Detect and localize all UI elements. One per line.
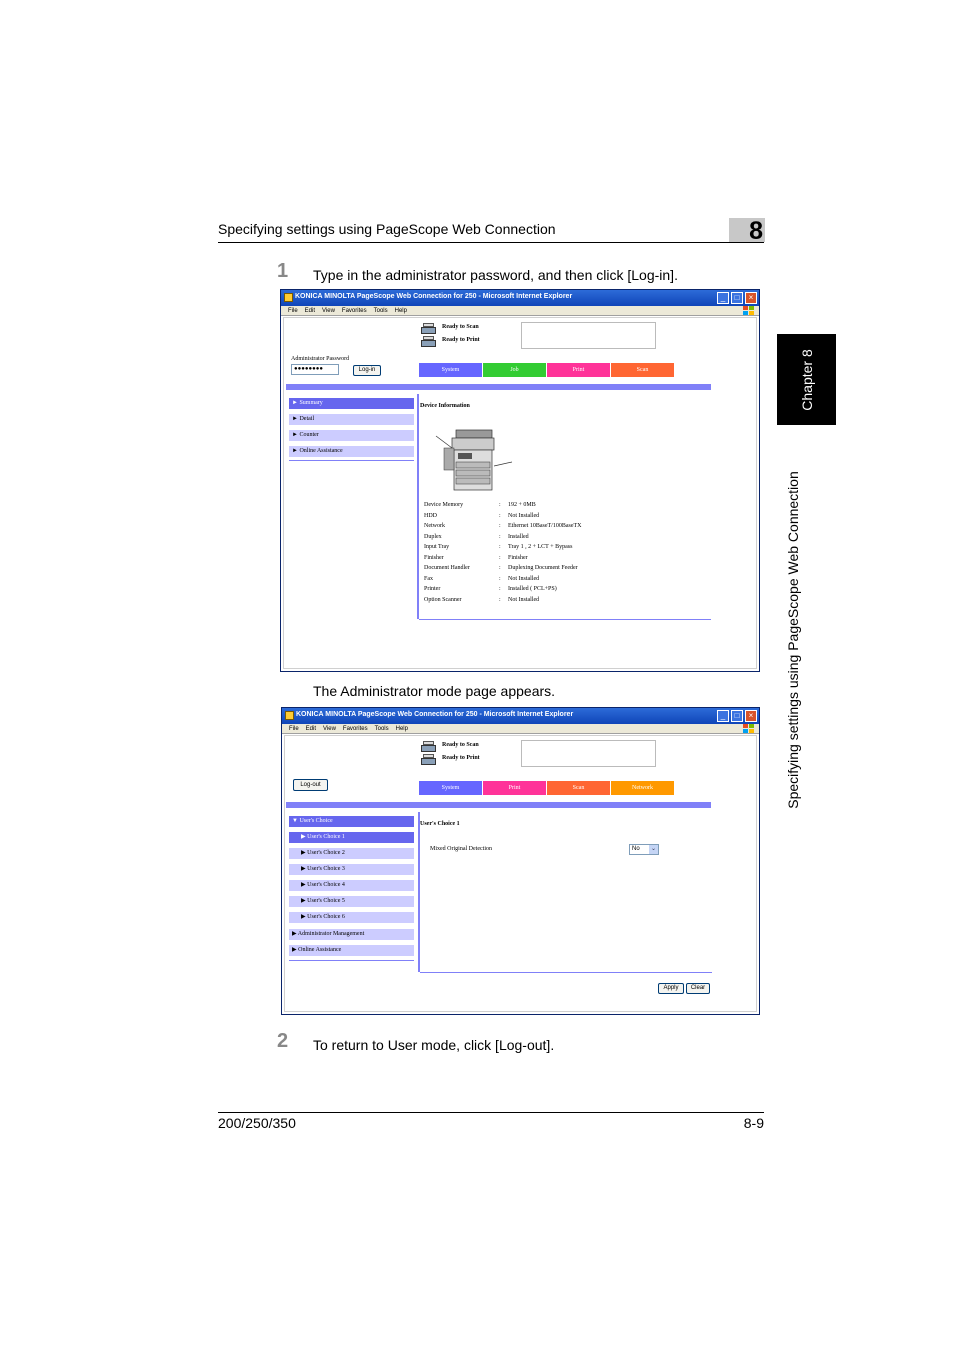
window-title: KONICA MINOLTA PageScope Web Connection for 250 - Microsoft Internet Explorer bbox=[295, 293, 573, 300]
top-tabs bbox=[419, 363, 675, 377]
clear-button[interactable]: Clear bbox=[686, 983, 710, 994]
menu-bar bbox=[281, 306, 759, 316]
sidebar-item-summary[interactable]: ► Summary bbox=[289, 398, 414, 409]
status-scan: Ready to Scan bbox=[442, 742, 479, 748]
status-print: Ready to Print bbox=[442, 755, 480, 761]
panel-divider bbox=[418, 812, 420, 972]
copier-machine-image bbox=[434, 426, 514, 491]
admin-password-label: Administrator Password bbox=[291, 356, 350, 362]
close-button[interactable]: × bbox=[745, 710, 757, 722]
sidebar-item-users-choice-1[interactable]: ▶ User's Choice 1 bbox=[289, 832, 414, 843]
maximize-button[interactable]: □ bbox=[731, 292, 743, 304]
menu-help[interactable]: Help bbox=[394, 308, 407, 314]
sidebar-item-online-assistance[interactable]: ▶ Online Assistance bbox=[289, 945, 414, 956]
minimize-button[interactable]: _ bbox=[717, 292, 729, 304]
footer-model: 200/250/350 bbox=[218, 1115, 296, 1131]
running-header-title: Specifying settings using PageScope Web Connection bbox=[218, 221, 556, 237]
menu-file[interactable]: File bbox=[288, 308, 298, 314]
header-rule bbox=[218, 242, 764, 243]
login-button[interactable]: Log-in bbox=[353, 365, 381, 376]
menu-edit[interactable]: Edit bbox=[304, 308, 316, 314]
sidebar-item-users-choice[interactable]: ▼ User's Choice bbox=[289, 816, 414, 827]
status-print: Ready to Print bbox=[442, 337, 480, 343]
sidebar-item-users-choice-3[interactable]: ▶ User's Choice 3 bbox=[289, 864, 414, 875]
sidebar-item-detail[interactable]: ► Detail bbox=[289, 414, 414, 425]
ie-icon bbox=[285, 711, 294, 720]
section-side-label: Specifying settings using PageScope Web Connection bbox=[785, 471, 801, 809]
panel-title: Device Information bbox=[420, 403, 470, 409]
close-button[interactable]: × bbox=[745, 292, 757, 304]
page-content: Ready to Scan Ready to Print Administrator Password ●●●●●●●● Log-in System Job Print Scan ► Summary ► Detail ► Counter ► Online Assistance Device Information Device Memory : 192 + 0MB HDD : Not Installed Network : Ethernet 10BaseT/100BaseTX Duplex : Installed Input Tray : Tray 1 , 2 + LCT + Bypass Finisher : Finisher Document Handler : Duplexing Document Feeder Fax : Not Installed Printer : Installed ( PCL+PS) Option Scanner : Not Installed bbox=[283, 317, 757, 669]
windows-flag-icon bbox=[743, 306, 755, 315]
tab-job[interactable]: Job bbox=[483, 363, 546, 377]
tab-print[interactable]: Print bbox=[483, 781, 546, 795]
menu-view[interactable]: View bbox=[322, 308, 335, 314]
step-number-1: 1 bbox=[277, 260, 289, 282]
header-bar bbox=[286, 802, 711, 808]
step-text-2: To return to User mode, click [Log-out]. bbox=[313, 1037, 555, 1053]
panel-title: User's Choice 1 bbox=[420, 821, 460, 827]
tab-scan[interactable]: Scan bbox=[547, 781, 610, 795]
apply-button[interactable]: Apply bbox=[658, 983, 684, 994]
window-title: KONICA MINOLTA PageScope Web Connection for 250 - Microsoft Internet Explorer bbox=[296, 711, 574, 718]
message-box bbox=[521, 740, 656, 767]
menu-help[interactable]: Help bbox=[395, 726, 408, 732]
tab-network[interactable]: Network bbox=[611, 781, 674, 795]
sidebar-item-users-choice-5[interactable]: ▶ User's Choice 5 bbox=[289, 896, 414, 907]
sidebar-item-counter[interactable]: ► Counter bbox=[289, 430, 414, 441]
browser-window-login bbox=[280, 289, 760, 672]
maximize-button[interactable]: □ bbox=[731, 710, 743, 722]
sidebar-item-online-assistance[interactable]: ► Online Assistance bbox=[289, 446, 414, 457]
menu-bar bbox=[282, 724, 759, 734]
menu-tools[interactable]: Tools bbox=[374, 726, 389, 732]
top-tabs bbox=[419, 781, 675, 795]
tab-system[interactable]: System bbox=[419, 363, 482, 377]
sidebar-divider bbox=[289, 460, 414, 461]
tab-system[interactable]: System bbox=[419, 781, 482, 795]
printer-status-icon bbox=[421, 754, 436, 765]
menu-edit[interactable]: Edit bbox=[305, 726, 317, 732]
windows-flag-icon bbox=[743, 724, 755, 733]
tab-print[interactable]: Print bbox=[547, 363, 610, 377]
sidebar-item-users-choice-6[interactable]: ▶ User's Choice 6 bbox=[289, 912, 414, 923]
browser-window-admin bbox=[281, 707, 760, 1015]
panel-bottom-line bbox=[420, 972, 712, 973]
menu-favorites[interactable]: Favorites bbox=[341, 308, 367, 314]
minimize-button[interactable]: _ bbox=[717, 710, 729, 722]
printer-status-icon bbox=[421, 336, 436, 347]
sidebar-item-users-choice-2[interactable]: ▶ User's Choice 2 bbox=[289, 848, 414, 859]
chapter-number: 8 bbox=[749, 217, 763, 245]
footer-page-number: 8-9 bbox=[743, 1115, 764, 1131]
panel-bottom-line bbox=[419, 619, 711, 620]
mixed-original-detection-select[interactable]: No ⌄ bbox=[629, 844, 659, 855]
scanner-status-icon bbox=[421, 323, 436, 334]
logout-button[interactable]: Log-out bbox=[293, 779, 328, 791]
sidebar-divider bbox=[289, 960, 414, 961]
ie-icon bbox=[284, 293, 293, 302]
header-bar bbox=[286, 384, 711, 390]
admin-password-input[interactable]: ●●●●●●●● bbox=[291, 364, 339, 375]
scanner-status-icon bbox=[421, 741, 436, 752]
step-result-1: The Administrator mode page appears. bbox=[313, 683, 556, 699]
window-titlebar bbox=[282, 708, 759, 724]
step-text-1: Type in the administrator password, and then click [Log-in]. bbox=[313, 267, 678, 283]
sidebar-item-users-choice-4[interactable]: ▶ User's Choice 4 bbox=[289, 880, 414, 891]
menu-tools[interactable]: Tools bbox=[373, 308, 388, 314]
chevron-down-icon[interactable]: ⌄ bbox=[650, 846, 657, 852]
mixed-original-detection-label: Mixed Original Detection bbox=[430, 846, 492, 852]
tab-scan[interactable]: Scan bbox=[611, 363, 674, 377]
sidebar-item-administrator-management[interactable]: ▶ Administrator Management bbox=[289, 929, 414, 940]
window-titlebar bbox=[281, 290, 759, 306]
step-number-2: 2 bbox=[277, 1030, 289, 1052]
page-content bbox=[284, 735, 757, 1012]
menu-view[interactable]: View bbox=[323, 726, 336, 732]
menu-favorites[interactable]: Favorites bbox=[342, 726, 368, 732]
status-scan: Ready to Scan bbox=[442, 324, 479, 330]
menu-file[interactable]: File bbox=[289, 726, 299, 732]
panel-divider bbox=[417, 394, 419, 619]
message-box bbox=[521, 322, 656, 349]
footer-rule bbox=[218, 1112, 764, 1113]
chapter-side-tab-label: Chapter 8 bbox=[798, 348, 815, 411]
